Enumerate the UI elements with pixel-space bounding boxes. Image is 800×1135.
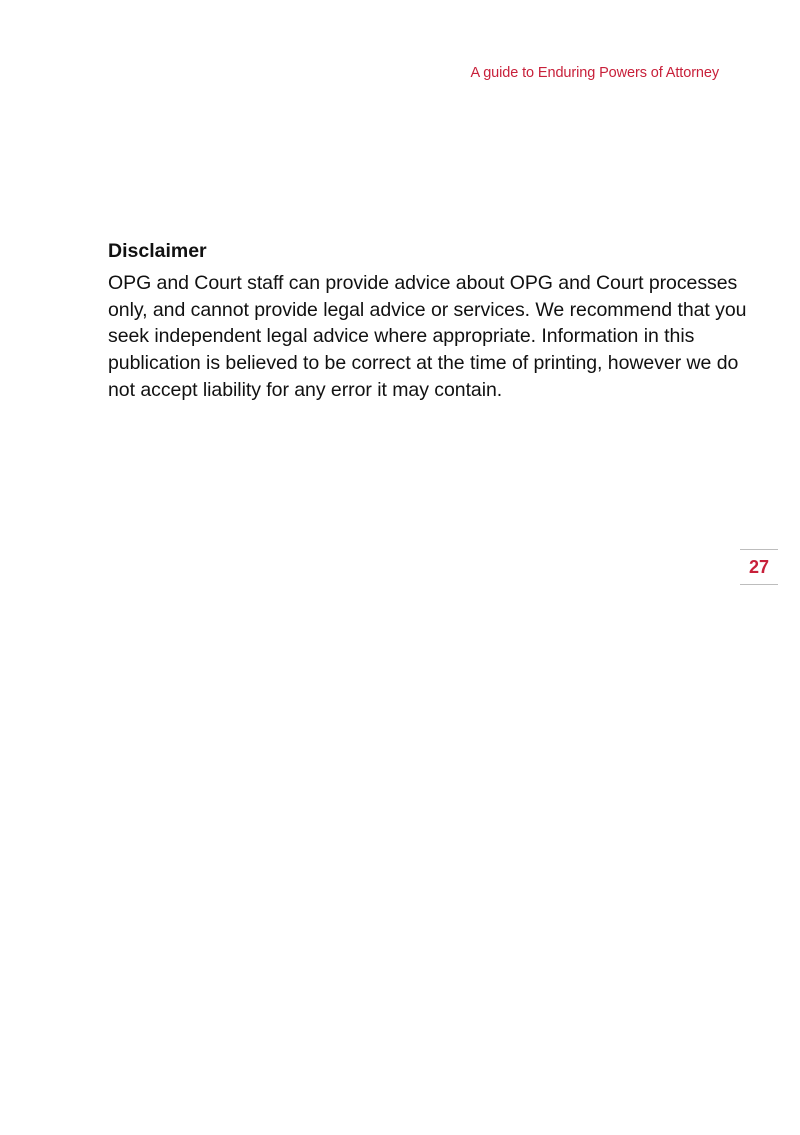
page-number: 27 [748, 556, 770, 577]
running-header: A guide to Enduring Powers of Attorney [470, 65, 719, 81]
disclaimer-section [108, 238, 748, 404]
page-number-tab [740, 549, 778, 585]
disclaimer-heading: Disclaimer [108, 240, 207, 262]
disclaimer-body: OPG and Court staff can provide advice about OPG and Court processes only, and cannot provide legal advice or services. We recommend that you seek independent legal advice where appropriate. Information in this publication is believed to be correct at the time of printing, however we do not accept liability for any error it may contain. [108, 272, 747, 401]
